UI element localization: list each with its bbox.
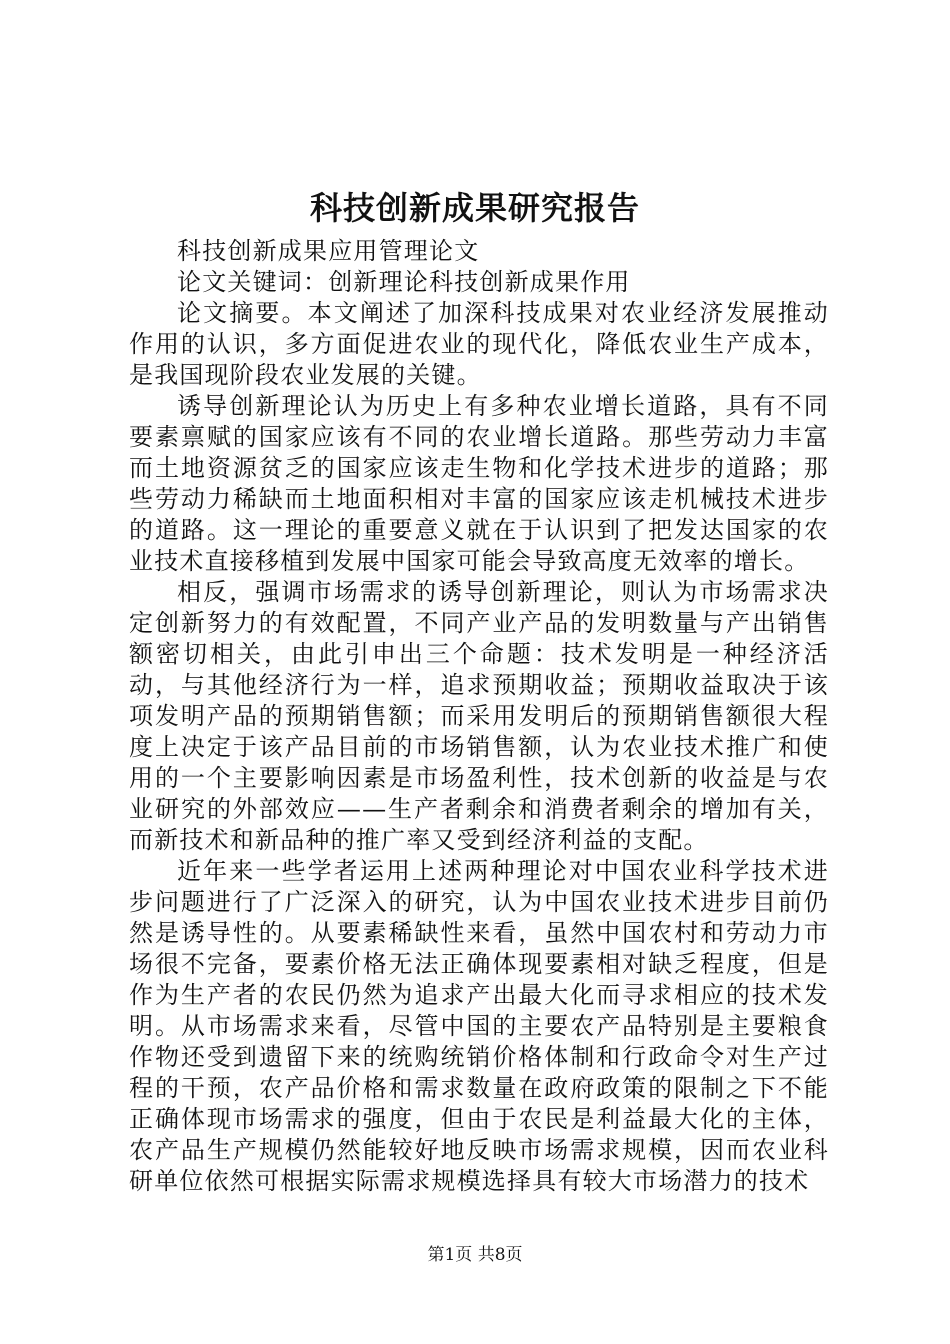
- paragraph-body: 诱导创新理论认为历史上有多种农业增长道路，具有不同要素禀赋的国家应该有不同的农业增长道路。那些劳动力丰富而土地资源贫乏的国家应该走生物和化学技术进步的道路；那些劳动力稀缺而土地面积相对丰富的国家应该走机械技术进步的道路。这一理论的重要意义就在于认识到了把发达国家的农业技术直接移植到发展中国家可能会导致高度无效率的增长。: [129, 392, 829, 575]
- paragraph-keywords: 论文关键词：创新理论科技创新成果作用: [177, 268, 631, 296]
- document-body: [129, 236, 829, 1197]
- paragraph-subtitle: 科技创新成果应用管理论文: [177, 237, 480, 265]
- page-number-footer: 第1页 共8页: [427, 1245, 523, 1265]
- paragraph-abstract: 论文摘要。本文阐述了加深科技成果对农业经济发展推动作用的认识，多方面促进农业的现代化，降低农业生产成本，是我国现阶段农业发展的关键。: [129, 299, 829, 389]
- document-title: 科技创新成果研究报告: [309, 189, 640, 227]
- paragraph-body: 相反，强调市场需求的诱导创新理论，则认为市场需求决定创新努力的有效配置，不同产业产品的发明数量与产出销售额密切相关，由此引申出三个命题：技术发明是一种经济活动，与其他经济行为一样，追求预期收益；预期收益取决于该项发明产品的预期销售额；而采用发明后的预期销售额很大程度上决定于该产品目前的市场销售额，认为农业技术推广和使用的一个主要影响因素是市场盈利性，技术创新的收益是与农业研究的外部效应——生产者剩余和消费者剩余的增加有关，而新技术和新品种的推广率又受到经济利益的支配。: [129, 578, 829, 854]
- paragraph-body: 近年来一些学者运用上述两种理论对中国农业科学技术进步问题进行了广泛深入的研究，认为中国农业技术进步目前仍然是诱导性的。从要素稀缺性来看，虽然中国农村和劳动力市场很不完备，要素价格无法正确体现要素相对缺乏程度，但是作为生产者的农民仍然为追求产出最大化而寻求相应的技术发明。从市场需求来看，尽管中国的主要农产品特别是主要粮食作物还受到遗留下来的统购统销价格体制和行政命令对生产过程的干预，农产品价格和需求数量在政府政策的限制之下不能正确体现市场需求的强度，但由于农民是利益最大化的主体，农产品生产规模仍然能较好地反映市场需求规模，因而农业科研单位依然可根据实际需求规模选择具有较大市场潜力的技术: [129, 857, 829, 1195]
